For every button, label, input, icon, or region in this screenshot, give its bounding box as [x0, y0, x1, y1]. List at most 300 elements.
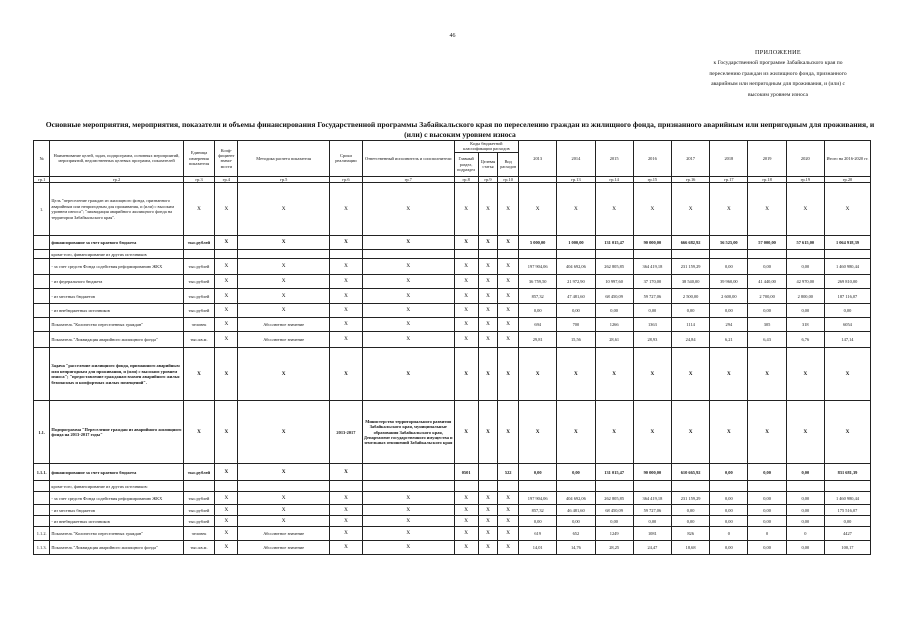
header-section: Главный раздел, подраздел	[454, 152, 478, 176]
row-unit: тыс.рублей	[183, 516, 215, 527]
row-year-value: X	[633, 401, 671, 464]
row-name: - за счет средств Фонда содействия реформированию ЖКХ	[50, 492, 183, 505]
row-year-value: 21 972,90	[557, 275, 595, 289]
row-year-value: 57 000,00	[748, 236, 786, 250]
column-number: гр.9	[478, 176, 498, 182]
row-section	[454, 250, 478, 259]
row-name: Задача "расселение жилищного фонда, признанного аварийным или непригодным для проживания, и (или) с высоким уровнем износа"; "предоставление гражданам взамен аварийного жилья безопасных и комфортных жилых помещений".	[50, 348, 183, 401]
column-number: гр.14	[595, 176, 633, 182]
table-row	[34, 236, 871, 250]
row-year-value	[519, 481, 557, 492]
row-year-value: 0,00	[748, 516, 786, 527]
row-total: X	[824, 183, 870, 236]
row-name: финансирование за счет краевого бюджета	[50, 236, 183, 250]
row-year-value: 68 450,09	[595, 289, 633, 304]
row-year-value	[672, 481, 710, 492]
row-year-value: X	[519, 183, 557, 236]
row-year-value: 90 000,00	[633, 236, 671, 250]
row-year-value: 2 500,00	[672, 289, 710, 304]
row-year-value: X	[710, 183, 748, 236]
row-expense-type: X	[498, 332, 519, 348]
row-year-value	[595, 481, 633, 492]
row-term	[330, 250, 363, 259]
row-unit: тыс.рублей	[183, 464, 215, 481]
row-article: X	[478, 516, 498, 527]
row-number	[34, 492, 50, 505]
row-method: Абсолютное значение	[238, 332, 330, 348]
column-number: гр.13	[557, 176, 595, 182]
row-article	[478, 481, 498, 492]
row-responsible: X	[362, 505, 454, 516]
row-expense-type: X	[498, 516, 519, 527]
row-year-value	[710, 250, 748, 259]
row-total: 1 064 918,39	[824, 236, 870, 250]
row-total: X	[824, 401, 870, 464]
row-year-value: 619	[519, 527, 557, 541]
row-year-value: 6,21	[710, 332, 748, 348]
row-article: X	[478, 348, 498, 401]
row-method: X	[238, 304, 330, 318]
row-term: X	[330, 275, 363, 289]
row-number	[34, 481, 50, 492]
header-num: №	[34, 141, 50, 177]
row-responsible: X	[362, 289, 454, 304]
table-row	[34, 259, 871, 275]
header-name: Наименование целей, задач, подпрограмм, основных мероприятий, мероприятий, ведомственных целевых программ, показателей	[50, 141, 183, 177]
row-year-value: 131 015,47	[595, 236, 633, 250]
row-year-value: 0,00	[557, 516, 595, 527]
row-year-value: 0,00	[519, 516, 557, 527]
row-year-value: 0,00	[786, 492, 824, 505]
row-year-value: 0,00	[710, 516, 748, 527]
column-number: гр.3	[183, 176, 215, 182]
table-row	[34, 304, 871, 318]
row-year-value: 47 481,60	[557, 289, 595, 304]
row-total: 175 516,07	[824, 505, 870, 516]
row-responsible: X	[362, 541, 454, 555]
row-coef: X	[215, 527, 238, 541]
row-article	[478, 464, 498, 481]
header-year: 2015	[595, 141, 633, 177]
row-term	[330, 481, 363, 492]
table-row	[34, 250, 871, 259]
row-year-value: 29,81	[519, 332, 557, 348]
row-method: X	[238, 236, 330, 250]
row-method: Абсолютное значение	[238, 527, 330, 541]
row-section	[454, 481, 478, 492]
row-expense-type: X	[498, 236, 519, 250]
row-number	[34, 332, 50, 348]
row-term: X	[330, 318, 363, 332]
table-row	[34, 332, 871, 348]
row-year-value: 0,00	[786, 304, 824, 318]
row-number: 1.1.	[34, 401, 50, 464]
row-name: Показатель "Количество переселенных граждан"	[50, 318, 183, 332]
header-year: 2013	[519, 141, 557, 177]
row-unit: тыс.рублей	[183, 236, 215, 250]
row-expense-type: X	[498, 259, 519, 275]
appendix-line: к Государственной программе Забайкальского края по	[713, 60, 843, 67]
row-coef: X	[215, 289, 238, 304]
row-term: X	[330, 259, 363, 275]
header-article: Целевая статья	[478, 152, 498, 176]
row-year-value	[519, 250, 557, 259]
row-year-value: 14,01	[519, 541, 557, 555]
row-year-value: X	[710, 401, 748, 464]
row-year-value: 0,00	[748, 505, 786, 516]
row-year-value: 1363	[633, 318, 671, 332]
document-title: Основные мероприятия, мероприятия, показатели и объемы финансирования Государственной программы Забайкальского края по переселению граждан из жилищного фонда, признанного аварийным или непригодным для проживания, и (или) с высоким уровнем износа	[45, 120, 875, 139]
table-row	[34, 527, 871, 541]
row-year-value: 1081	[633, 527, 671, 541]
row-section: X	[454, 348, 478, 401]
row-expense-type: 522	[498, 464, 519, 481]
page-number: 46	[449, 33, 456, 39]
row-article: X	[478, 236, 498, 250]
row-year-value: 305	[748, 318, 786, 332]
row-method: X	[238, 516, 330, 527]
row-term: X	[330, 304, 363, 318]
row-coef: X	[215, 318, 238, 332]
row-year-value: 0	[786, 527, 824, 541]
row-expense-type	[498, 481, 519, 492]
row-total: 6054	[824, 318, 870, 332]
row-total: 4427	[824, 527, 870, 541]
appendix-line: аварийным или непригодным для проживания, и (или) с	[711, 81, 845, 88]
row-expense-type: X	[498, 527, 519, 541]
row-year-value: 0,00	[672, 516, 710, 527]
row-unit: человек	[183, 318, 215, 332]
row-responsible	[362, 464, 454, 481]
row-year-value: 652	[557, 527, 595, 541]
row-coef: X	[215, 236, 238, 250]
row-article: X	[478, 183, 498, 236]
row-section: X	[454, 183, 478, 236]
row-year-value: X	[633, 348, 671, 401]
row-year-value: 364 419,18	[633, 492, 671, 505]
row-term: 2013-2017	[330, 401, 363, 464]
row-year-value: 700	[557, 318, 595, 332]
row-year-value: 2 700,00	[748, 289, 786, 304]
row-year-value	[633, 250, 671, 259]
row-year-value: 0,00	[595, 516, 633, 527]
row-year-value: 0,00	[595, 304, 633, 318]
row-coef: X	[215, 516, 238, 527]
header-year: 2019	[748, 141, 786, 177]
row-name: - из внебюджетных источников	[50, 516, 183, 527]
row-year-value: 1 000,00	[557, 236, 595, 250]
row-year-value: 1249	[595, 527, 633, 541]
row-year-value: 15,56	[557, 332, 595, 348]
header-method: Методика расчета показателя	[238, 141, 330, 177]
row-coef: X	[215, 183, 238, 236]
header-year: 2014	[557, 141, 595, 177]
row-responsible: X	[362, 492, 454, 505]
row-year-value: X	[786, 401, 824, 464]
row-total: 0,00	[824, 516, 870, 527]
header-year: 2020	[786, 141, 824, 177]
row-section: X	[454, 332, 478, 348]
column-number: гр.8	[454, 176, 478, 182]
row-name: Цель "переселение граждан из жилищного фонда, признанного аварийным или непригодным для проживания, и (или) с высоким уровнем износа"; "ликвидация аварийного жилищного фонда на территории Забайкальского края".	[50, 183, 183, 236]
row-year-value: 0,00	[786, 516, 824, 527]
row-number	[34, 304, 50, 318]
row-unit: человек	[183, 527, 215, 541]
row-unit: X	[183, 183, 215, 236]
row-year-value: 42 970,00	[786, 275, 824, 289]
row-article: X	[478, 527, 498, 541]
row-section: X	[454, 289, 478, 304]
row-number	[34, 289, 50, 304]
row-section: X	[454, 541, 478, 555]
row-year-value: 2 600,00	[710, 289, 748, 304]
row-responsible: X	[362, 259, 454, 275]
row-year-value: 0,00	[633, 516, 671, 527]
row-year-value: 0,00	[786, 464, 824, 481]
row-coef: X	[215, 348, 238, 401]
row-number	[34, 250, 50, 259]
header-budget-codes: Коды бюджетной классификации расходов	[454, 141, 518, 153]
row-section: X	[454, 318, 478, 332]
row-year-value: 57 615,00	[786, 236, 824, 250]
row-number	[34, 505, 50, 516]
row-year-value: 59 727,06	[633, 289, 671, 304]
row-number: 1.1.1.	[34, 464, 50, 481]
row-section: X	[454, 492, 478, 505]
row-year-value: 364 419,18	[633, 259, 671, 275]
row-year-value	[557, 481, 595, 492]
row-name: - за счет средств Фонда содействия реформированию ЖКХ	[50, 259, 183, 275]
row-name: кроме того, финансирование из других источников	[50, 250, 183, 259]
column-number: гр.19	[786, 176, 824, 182]
row-number: 1.1.3.	[34, 541, 50, 555]
row-article: X	[478, 304, 498, 318]
row-number	[34, 348, 50, 401]
row-year-value: 18,68	[672, 541, 710, 555]
row-year-value: 28,25	[595, 541, 633, 555]
row-year-value	[748, 481, 786, 492]
row-year-value: 28,93	[633, 332, 671, 348]
row-coef	[215, 250, 238, 259]
row-unit: тыс.рублей	[183, 505, 215, 516]
row-unit: тыс.рублей	[183, 304, 215, 318]
row-number	[34, 275, 50, 289]
row-total: 831 681,39	[824, 464, 870, 481]
appendix-line: высоким уровнем износа	[748, 91, 808, 98]
appendix-title: ПРИЛОЖЕНИЕ	[755, 49, 801, 56]
row-term: X	[330, 516, 363, 527]
row-year-value: 0,00	[710, 259, 748, 275]
row-year-value: 36 759,50	[519, 275, 557, 289]
column-number: гр.1	[34, 176, 50, 182]
row-responsible: X	[362, 183, 454, 236]
row-section: 0501	[454, 464, 478, 481]
row-expense-type: X	[498, 183, 519, 236]
column-number: гр.17	[710, 176, 748, 182]
row-year-value: X	[595, 183, 633, 236]
row-total: 269 810,00	[824, 275, 870, 289]
row-expense-type: X	[498, 505, 519, 516]
row-year-value	[748, 250, 786, 259]
row-method	[238, 481, 330, 492]
row-number	[34, 318, 50, 332]
row-method	[238, 250, 330, 259]
row-year-value: 262 805,85	[595, 259, 633, 275]
table-row	[34, 289, 871, 304]
table-row	[34, 401, 871, 464]
row-year-value: 0,00	[748, 304, 786, 318]
row-year-value: 56 525,00	[710, 236, 748, 250]
table-row	[34, 183, 871, 236]
header-responsible: Ответственный исполнитель и соисполнители	[362, 141, 454, 177]
row-year-value	[786, 250, 824, 259]
table-row	[34, 275, 871, 289]
row-coef	[215, 481, 238, 492]
row-method: X	[238, 492, 330, 505]
header-year: 2017	[672, 141, 710, 177]
row-year-value: 197 904,06	[519, 259, 557, 275]
row-year-value: X	[672, 183, 710, 236]
row-name: кроме того, финансирование из других источников:	[50, 481, 183, 492]
row-year-value: 0,00	[710, 304, 748, 318]
row-term: X	[330, 541, 363, 555]
row-section: X	[454, 304, 478, 318]
row-year-value: 0,00	[786, 505, 824, 516]
row-responsible: X	[362, 332, 454, 348]
row-article: X	[478, 541, 498, 555]
row-unit: X	[183, 401, 215, 464]
row-year-value: 857,32	[519, 289, 557, 304]
row-article: X	[478, 505, 498, 516]
row-year-value: 0,00	[672, 505, 710, 516]
row-coef: X	[215, 304, 238, 318]
row-year-value: 0,00	[710, 492, 748, 505]
row-year-value: 0,00	[748, 464, 786, 481]
column-number: гр.20	[824, 176, 870, 182]
row-year-value: 0,00	[557, 464, 595, 481]
row-section: X	[454, 505, 478, 516]
row-name: Показатель "Ликвидация аварийного жилищного фонда"	[50, 541, 183, 555]
row-unit: тыс.рублей	[183, 259, 215, 275]
row-name: - из местных бюджетов	[50, 505, 183, 516]
table-row	[34, 318, 871, 332]
row-coef: X	[215, 401, 238, 464]
row-name: Подпрограмма "Переселение граждан из аварийного жилищного фонда на 2013-2017 годы"	[50, 401, 183, 464]
row-coef: X	[215, 464, 238, 481]
row-year-value: 231 159,29	[672, 259, 710, 275]
row-method: X	[238, 259, 330, 275]
row-section: X	[454, 401, 478, 464]
row-year-value	[633, 481, 671, 492]
table-row	[34, 505, 871, 516]
row-year-value: 404 692,06	[557, 492, 595, 505]
row-year-value: 826	[672, 527, 710, 541]
row-year-value: 0,00	[557, 304, 595, 318]
table-row	[34, 464, 871, 481]
row-unit: тыс.рублей	[183, 275, 215, 289]
row-name: - из федерального бюджета	[50, 275, 183, 289]
row-year-value: X	[595, 348, 633, 401]
row-year-value: X	[786, 348, 824, 401]
row-term: X	[330, 236, 363, 250]
row-responsible: X	[362, 348, 454, 401]
row-responsible: X	[362, 275, 454, 289]
row-unit: тыс.кв.м.	[183, 332, 215, 348]
row-total	[824, 481, 870, 492]
row-article: X	[478, 259, 498, 275]
row-article: X	[478, 318, 498, 332]
row-expense-type	[498, 250, 519, 259]
row-unit: X	[183, 348, 215, 401]
row-year-value	[710, 481, 748, 492]
row-year-value: X	[557, 348, 595, 401]
row-year-value: 0	[748, 527, 786, 541]
row-article: X	[478, 275, 498, 289]
row-year-value: 90 000,00	[633, 464, 671, 481]
row-coef: X	[215, 541, 238, 555]
row-number: 1.1.2.	[34, 527, 50, 541]
row-year-value: 10 997,60	[595, 275, 633, 289]
header-unit: Единица измерения показателя	[183, 141, 215, 177]
row-total: 100,17	[824, 541, 870, 555]
header-year: 2016	[633, 141, 671, 177]
row-coef: X	[215, 505, 238, 516]
row-year-value: 24,47	[633, 541, 671, 555]
table-row	[34, 516, 871, 527]
row-year-value: 197 904,06	[519, 492, 557, 505]
row-year-value: 59 727,06	[633, 505, 671, 516]
row-total: 147,14	[824, 332, 870, 348]
row-unit: тыс.кв.м.	[183, 541, 215, 555]
row-year-value: 0,00	[748, 492, 786, 505]
row-year-value: 39 960,00	[710, 275, 748, 289]
column-number: гр.15	[633, 176, 671, 182]
row-number: 1.	[34, 183, 50, 236]
column-number: гр.16	[672, 176, 710, 182]
column-number: гр.10	[498, 176, 519, 182]
row-article: X	[478, 332, 498, 348]
row-expense-type: X	[498, 275, 519, 289]
row-year-value: 5 000,00	[519, 236, 557, 250]
row-expense-type: X	[498, 401, 519, 464]
row-year-value: 0,00	[748, 541, 786, 555]
row-section: X	[454, 275, 478, 289]
row-year-value: X	[557, 401, 595, 464]
row-responsible: X	[362, 516, 454, 527]
row-year-value: 0,00	[633, 304, 671, 318]
row-name: Показатель "Ликвидация аварийного жилищного фонда"	[50, 332, 183, 348]
row-total: 187 116,07	[824, 289, 870, 304]
row-section: X	[454, 516, 478, 527]
row-year-value: 404 692,06	[557, 259, 595, 275]
row-year-value: X	[633, 183, 671, 236]
row-year-value: X	[710, 348, 748, 401]
row-year-value: 46 481,60	[557, 505, 595, 516]
column-number: гр.4	[215, 176, 238, 182]
row-year-value: 41 440,00	[748, 275, 786, 289]
row-year-value: X	[672, 401, 710, 464]
row-term: X	[330, 183, 363, 236]
row-year-value: 0,00	[786, 541, 824, 555]
row-year-value: 857,32	[519, 505, 557, 516]
header-total: Итого на 2016-2020 гг.	[824, 141, 870, 177]
row-article	[478, 250, 498, 259]
row-year-value: X	[748, 183, 786, 236]
row-name: - из внебюджетных источников	[50, 304, 183, 318]
row-year-value: 294	[710, 318, 748, 332]
table-row	[34, 492, 871, 505]
row-total: 0,00	[824, 304, 870, 318]
